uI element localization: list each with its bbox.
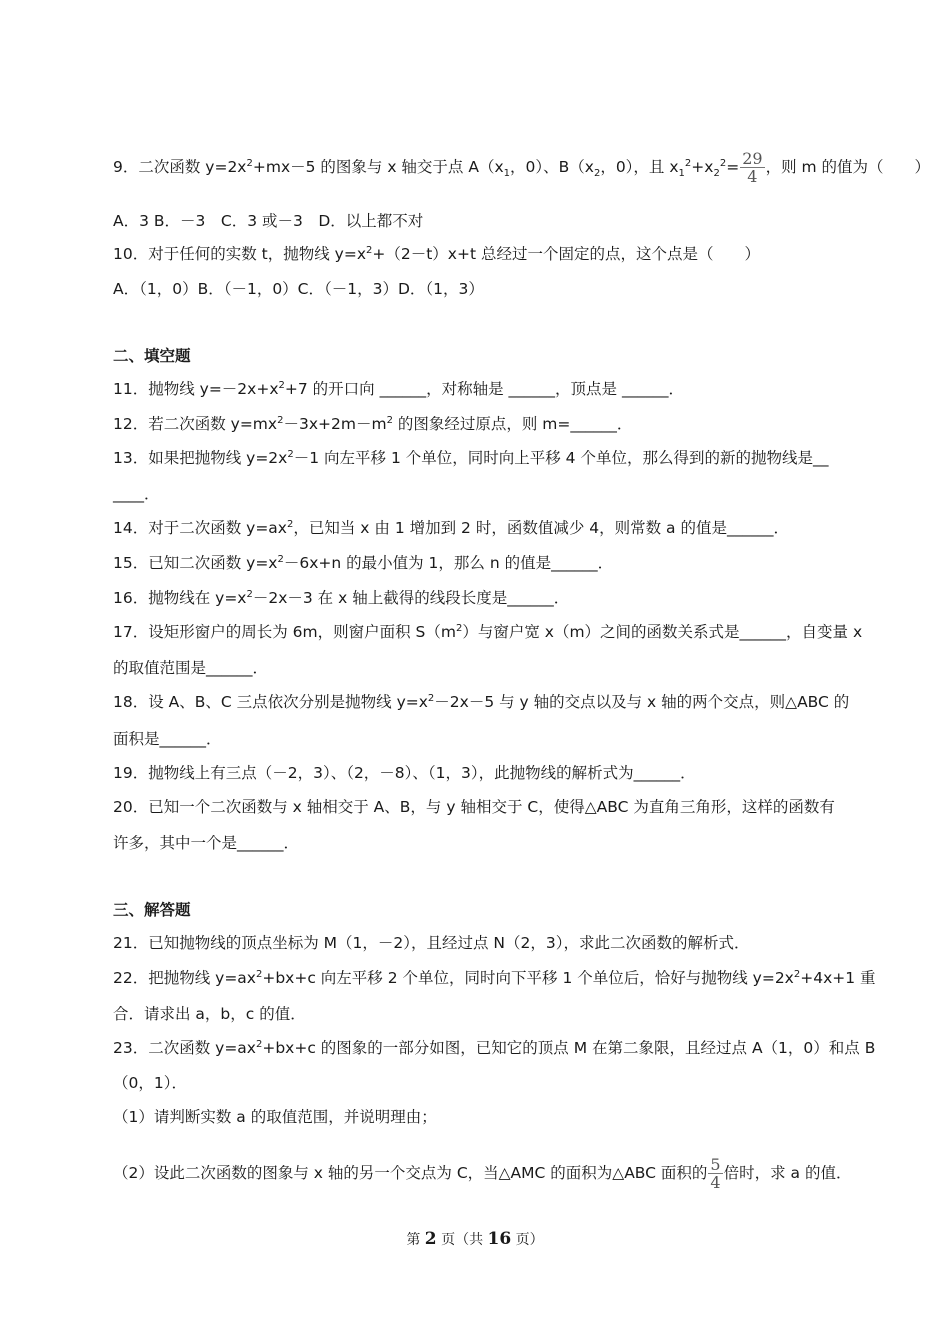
question-9: 9．二次函数 $y=2x^2+mx-5$ 的图象与 x 轴交于点 $A(x_1$，0）、$B(x_2$，0），且 $x_1^2+x_2^2=$ $\frac{29}{4}$ ，则 m 的值为（ ） [113, 149, 931, 186]
page-number: 2 [424, 1229, 437, 1249]
question-14: 14．对于二次函数 $y=ax^2$，已知当 x 由 1 增加到 2 时，函数值减少 4，则常数 a 的值是______． [113, 518, 789, 537]
question-11: 11．抛物线 $y=-2x+x^2+7$ 的开口向 ______，对称轴是 ______，顶点是 ______． [113, 379, 684, 398]
question-9-options: A．3 B．－3 C．3 或－3 D．以上都不对 [113, 212, 424, 230]
question-20-continued: 许多，其中一个是______． [113, 834, 300, 852]
question-18-continued: 面积是______． [113, 730, 222, 748]
fraction-5-4: $\frac{5}{4}$ [710, 1155, 721, 1192]
question-22: 22．把抛物线 $y=ax^2+bx+c$ 向左平移 2 个单位，同时向下平移 1 个单位后，恰好与抛物线 $y=2x^2+4x+1$ 重 [113, 968, 876, 987]
section-2-title: 二、填空题 [113, 347, 191, 365]
question-23: 23．二次函数 $y=ax^2+bx+c$ 的图象的一部分如图，已知它的顶点 M 在第二象限，且经过点 A（1，0）和点 B [113, 1038, 876, 1057]
question-23-continued: （0，1）． [113, 1074, 187, 1092]
question-19: 19．抛物线上有三点（－2，3）、（2，－8）、（1，3），此抛物线的解析式为______． [113, 764, 696, 782]
question-23-part-2: （2）设此二次函数的图象与 x 轴的另一个交点为 C，当△AMC 的面积为△ABC 面积的 $\frac{5}{4}$ 倍时，求 a 的值． [113, 1155, 852, 1192]
section-3-title: 三、解答题 [113, 901, 191, 919]
question-18: 18．设 A、B、C 三点依次分别是抛物线 $y=x^2-2x-5$ 与 y 轴的交点以及与 x 轴的两个交点，则△ABC 的 [113, 692, 850, 711]
question-15: 15．已知二次函数 $y=x^2-6x+n$ 的最小值为 1，那么 n 的值是______． [113, 553, 614, 572]
page-total: 16 [487, 1229, 512, 1249]
question-13-continued: ____． [113, 485, 160, 503]
question-20: 20．已知一个二次函数与 x 轴相交于 A、B，与 y 轴相交于 C，使得△ABC 为直角三角形，这样的函数有 [113, 798, 835, 816]
question-22-continued: 合．请求出 a，b，c 的值． [113, 1005, 306, 1023]
page-footer: 第 2 页（共 16 页） [406, 1229, 544, 1249]
question-13: 13．如果把抛物线 $y=2x^2-1$ 向左平移 1 个单位，同时向上平移 4 个单位，那么得到的新的抛物线是__ [113, 448, 829, 467]
question-16: 16．抛物线在 $y=x^2-2x-3$ 在 x 轴上截得的线段长度是______． [113, 588, 570, 607]
question-21: 21．已知抛物线的顶点坐标为 M（1，－2），且经过点 N（2，3），求此二次函数的解析式． [113, 934, 750, 952]
question-10-options: A．（1，0）B．（－1，0）C．（－1，3）D．（1，3） [113, 280, 484, 298]
question-17-continued: 的取值范围是______． [113, 659, 269, 677]
question-10: 10．对于任何的实数 t，抛物线 $y=x^2+(2-t)x+t$ 总经过一个固定的点，这个点是（ ） [113, 244, 760, 263]
question-23-part-1: （1）请判断实数 a 的取值范围，并说明理由； [113, 1108, 437, 1126]
question-17: 17．设矩形窗户的周长为 6m，则窗户面积 $S(m^2)$与窗户宽 x（m）之间的函数关系式是______，自变量 x [113, 622, 863, 641]
fraction-29-4: $\frac{29}{4}$ [742, 149, 763, 186]
question-12: 12．若二次函数 $y=mx^2-3x+2m-m^2$ 的图象经过原点，则 m=______． [113, 414, 633, 433]
